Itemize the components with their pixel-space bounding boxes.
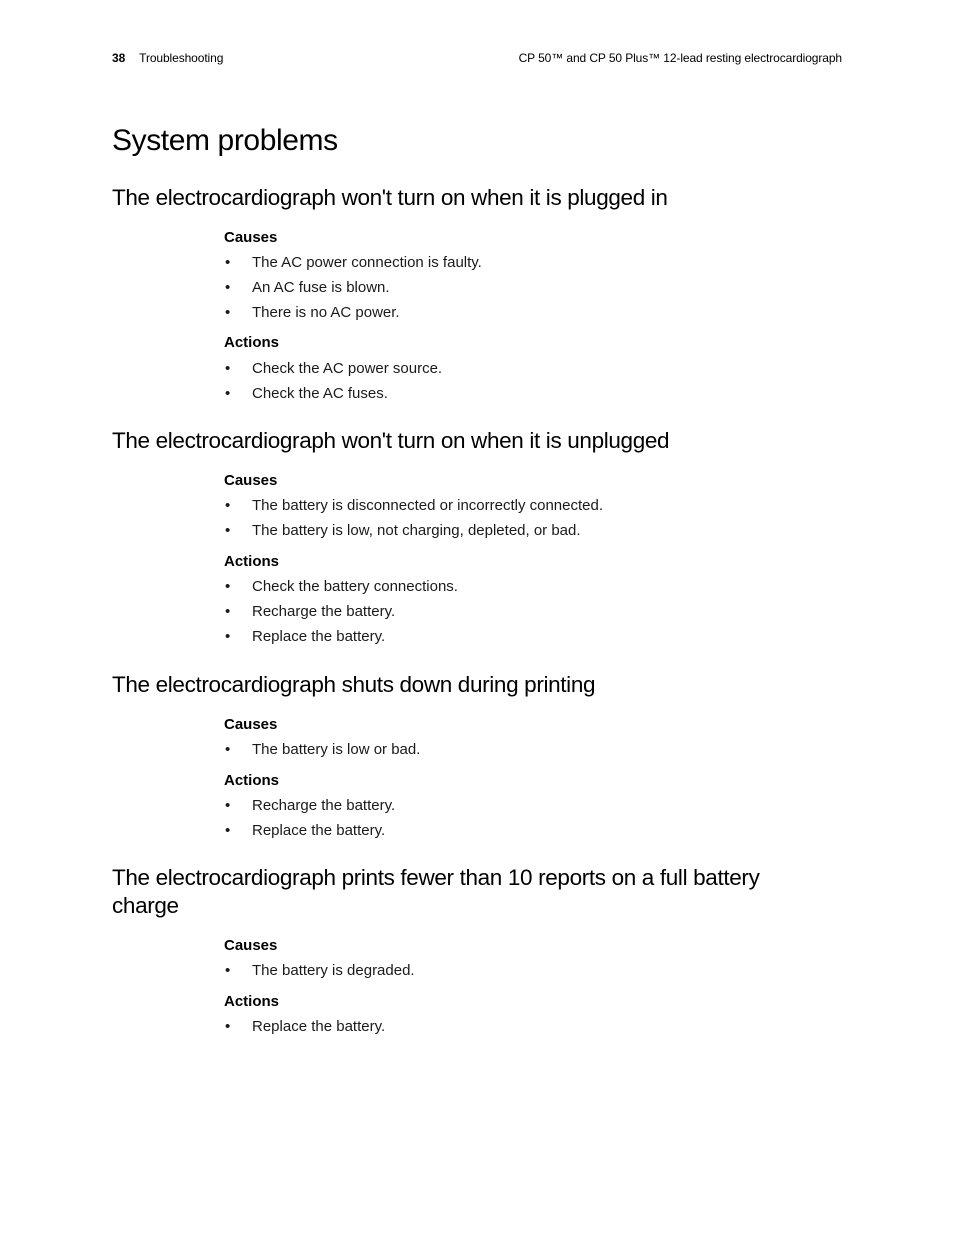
bullet-icon: • [225, 822, 231, 839]
actions-list [224, 793, 395, 843]
bullet-icon: • [225, 603, 231, 620]
actions-list [224, 356, 442, 406]
bullet-icon: • [225, 254, 231, 271]
list-item [224, 624, 458, 649]
bullet-icon: • [225, 279, 231, 296]
causes-list [224, 493, 603, 543]
actions-label: Actions [224, 993, 280, 1010]
bullet-icon: • [225, 628, 231, 645]
actions-list [224, 1014, 385, 1039]
section-heading-shuts-down: The electrocardiograph shuts down during printing [112, 672, 596, 697]
list-item [224, 958, 415, 983]
list-item-text: Replace the battery. [252, 1018, 386, 1035]
bullet-icon: • [225, 360, 231, 377]
section-heading-fewer-reports: The electrocardiograph prints fewer than 10 reports on a full battery charge [112, 865, 760, 918]
actions-label: Actions [224, 553, 280, 570]
causes-label: Causes [224, 716, 278, 733]
causes-label: Causes [224, 472, 278, 489]
list-item [224, 518, 603, 543]
running-header [112, 49, 842, 67]
bullet-icon: • [225, 797, 231, 814]
list-item [224, 793, 395, 818]
list-item [224, 599, 458, 624]
list-item [224, 381, 442, 406]
list-item [224, 493, 603, 518]
list-item-text: The AC power connection is faulty. [252, 254, 482, 271]
chapter-name: Troubleshooting [139, 51, 224, 65]
causes-list [224, 958, 415, 983]
list-item [224, 1014, 385, 1039]
causes-list [224, 250, 482, 325]
list-item-text: Replace the battery. [252, 628, 386, 645]
list-item [224, 250, 482, 275]
list-item [224, 275, 482, 300]
document-title: CP 50™ and CP 50 Plus™ 12-lead resting electrocardiograph [518, 51, 842, 65]
list-item-text: Check the battery connections. [252, 578, 458, 595]
actions-label: Actions [224, 772, 280, 789]
section-heading-plugged-in: The electrocardiograph won't turn on when it is plugged in [112, 185, 668, 210]
list-item-text: Replace the battery. [252, 822, 386, 839]
list-item-text: The battery is low, not charging, depleted, or bad. [252, 522, 581, 539]
list-item-text: The battery is disconnected or incorrectly connected. [252, 497, 604, 514]
list-item-text: Check the AC fuses. [252, 385, 388, 402]
bullet-icon: • [225, 1018, 231, 1035]
bullet-icon: • [225, 497, 231, 514]
list-item [224, 574, 458, 599]
bullet-icon: • [225, 578, 231, 595]
actions-list [224, 574, 458, 649]
list-item-text: There is no AC power. [252, 304, 400, 321]
bullet-icon: • [225, 962, 231, 979]
causes-label: Causes [224, 229, 278, 246]
list-item-text: Recharge the battery. [252, 603, 396, 620]
page-title: System problems [112, 124, 338, 157]
bullet-icon: • [225, 304, 231, 321]
bullet-icon: • [225, 522, 231, 539]
list-item [224, 356, 442, 381]
section-heading-unplugged: The electrocardiograph won't turn on when it is unplugged [112, 428, 670, 453]
bullet-icon: • [225, 741, 231, 758]
list-item-text: An AC fuse is blown. [252, 279, 390, 296]
list-item [224, 818, 395, 843]
list-item [224, 737, 420, 762]
list-item-text: The battery is degraded. [252, 962, 415, 979]
running-header-left [112, 51, 223, 65]
list-item-text: The battery is low or bad. [252, 741, 421, 758]
actions-label: Actions [224, 334, 280, 351]
causes-label: Causes [224, 937, 278, 954]
list-item-text: Recharge the battery. [252, 797, 396, 814]
bullet-icon: • [225, 385, 231, 402]
list-item [224, 300, 482, 325]
causes-list [224, 737, 420, 762]
page-number: 38 [112, 51, 126, 65]
list-item-text: Check the AC power source. [252, 360, 443, 377]
